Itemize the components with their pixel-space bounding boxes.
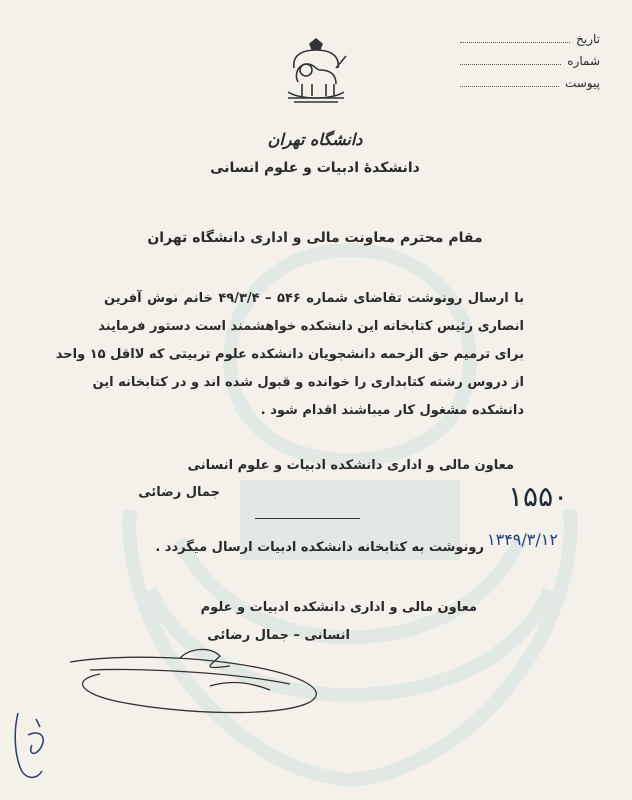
number-blank [460, 54, 561, 65]
handwritten-initials [6, 705, 56, 785]
lion-and-sun-emblem-icon [280, 38, 352, 108]
attachment-label: پیوست [565, 76, 600, 90]
signature-line [255, 518, 360, 519]
signatory-title: معاون مالی و اداری دانشکده ادبیات و علوم انسانی [187, 458, 514, 473]
date-label: تاریخ [576, 32, 600, 46]
body-line: از دروس رشته کتابداری را خوانده و قبول شده اند و در کتابخانه این [92, 375, 524, 390]
addressee: مقام محترم معاونت مالی و اداری دانشگاه تهران [147, 230, 483, 246]
body-line: انصاری رئیس کتابخانه این دانشکده خواهشمند است دستور فرمایند [98, 319, 524, 334]
body-line: با ارسال رونوشت تقاضای شماره ۵۴۶ – ۴۹/۳/۴ خانم نوش آفرین [104, 291, 524, 306]
copy-note: رونوشت به کتابخانه دانشکده ادبیات ارسال میگردد . [155, 540, 484, 555]
handwritten-signature [60, 640, 340, 720]
second-signatory-name: انسانی – جمال رضائی [207, 628, 350, 643]
date-blank [460, 32, 570, 43]
faculty-name: دانشکدهٔ ادبیات و علوم انسانی [210, 160, 420, 176]
registration-number: ۱۵۵۰ [508, 480, 569, 513]
registration-date: ۱۳۴۹/۳/۱۲ [487, 530, 558, 549]
letter-meta-fields [460, 32, 600, 98]
number-field [460, 54, 600, 76]
body-line: دانشکده مشغول کار میباشند اقدام شود . [260, 403, 524, 418]
body-line: برای ترمیم حق الزحمه دانشجویان دانشکده علوم تربیتی که لااقل ۱۵ واحد [55, 347, 524, 362]
letter-body [55, 285, 524, 425]
second-signatory-title: معاون مالی و اداری دانشکده ادبیات و علوم [200, 600, 477, 615]
date-field [460, 32, 600, 54]
university-name: دانشگاه تهران [267, 130, 363, 149]
attachment-blank [460, 76, 559, 87]
attachment-field [460, 76, 600, 98]
number-label: شماره [567, 54, 600, 68]
signatory-name: جمال رضائی [138, 485, 220, 500]
